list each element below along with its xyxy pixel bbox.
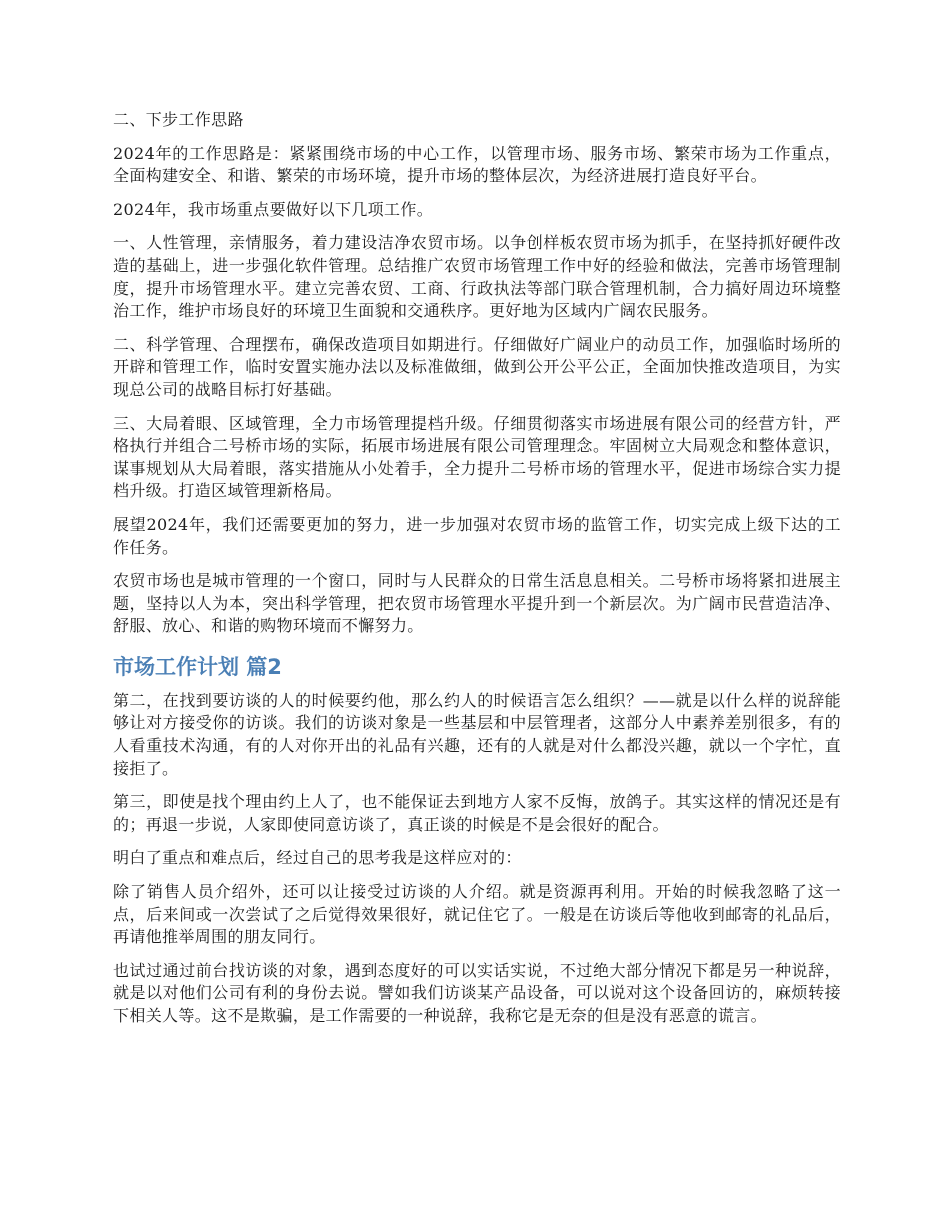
section-title: 市场工作计划 篇2 [113,654,282,679]
paragraph: 展望2024年，我们还需要更加的努力，进一步加强对农贸市场的监管工作，切实完成上级下达的工作任务。 [113,514,841,557]
paragraph: 除了销售人员介绍外，还可以让接受过访谈的人介绍。就是资源再利用。开始的时候我忽略了这一点，后来间或一次尝试了之后觉得效果很好，就记住它了。一般是在访谈后等他收到邮寄的礼品后，再请他推举周围的朋友同行。 [113,882,841,947]
paragraph: 第二，在找到要访谈的人的时候要约他，那么约人的时候语言怎么组织？——就是以什么样的说辞能够让对方接受你的访谈。我们的访谈对象是一些基层和中层管理者，这部分人中素养差别很多，有的人看重技术沟通，有的人对你开出的礼品有兴趣，还有的人就是对什么都没兴趣，就以一个字忙，直接拒了。 [113,690,841,778]
paragraph: 二、科学管理、合理摆布，确保改造项目如期进行。仔细做好广阔业户的动员工作，加强临时场所的开辟和管理工作，临时安置实施办法以及标准做细，做到公开公平公正，全面加快推改造项目，为实现总公司的战略目标打好基础。 [113,334,841,399]
section-heading-next-steps: 二、下步工作思路 [113,110,244,129]
paragraph: 也试过通过前台找访谈的对象，遇到态度好的可以实话实说，不过绝大部分情况下都是另一种说辞，就是以对他们公司有利的身份去说。譬如我们访谈某产品设备，可以说对这个设备回访的，麻烦转接下相关人等。这不是欺骗，是工作需要的一种说辞，我称它是无奈的但是没有恶意的谎言。 [113,960,841,1025]
paragraph: 一、人性管理，亲情服务，着力建设洁净农贸市场。以争创样板农贸市场为抓手，在坚持抓好硬件改造的基础上，进一步强化软件管理。总结推广农贸市场管理工作中好的经验和做法，完善市场管理制度，提升市场管理水平。建立完善农贸、工商、行政执法等部门联合管理机制，合力搞好周边环境整治工作，维护市场良好的环境卫生面貌和交通秩序。更好地为区域内广阔农民服务。 [113,233,841,321]
paragraph: 明白了重点和难点后，经过自己的思考我是这样应对的： [113,848,522,868]
paragraph: 农贸市场也是城市管理的一个窗口，同时与人民群众的日常生活息息相关。二号桥市场将紧扣进展主题，坚持以人为本，突出科学管理，把农贸市场管理水平提升到一个新层次。为广阔市民营造洁净、舒服、放心、和谐的购物环境而不懈努力。 [113,571,841,636]
paragraph: 第三，即使是找个理由约上人了，也不能保证去到地方人家不反悔，放鸽子。其实这样的情况还是有的；再退一步说，人家即使同意访谈了，真正谈的时候是不是会很好的配合。 [113,792,841,834]
document-page [113,109,841,1039]
paragraph: 三、大局着眼、区域管理，全力市场管理提档升级。仔细贯彻落实市场进展有限公司的经营方针，严格执行并组合二号桥市场的实际，拓展市场进展有限公司管理理念。牢固树立大局观念和整体意识，谋事规划从大局着眼，落实措施从小处着手，全力提升二号桥市场的管理水平，促进市场综合实力提档升级。打造区域管理新格局。 [113,413,841,501]
paragraph: 2024年的工作思路是：紧紧围绕市场的中心工作，以管理市场、服务市场、繁荣市场为工作重点，全面构建安全、和谐、繁荣的市场环境，提升市场的整体层次，为经济进展打造良好平台。 [113,143,841,186]
paragraph: 2024年，我市场重点要做好以下几项工作。 [113,199,434,219]
